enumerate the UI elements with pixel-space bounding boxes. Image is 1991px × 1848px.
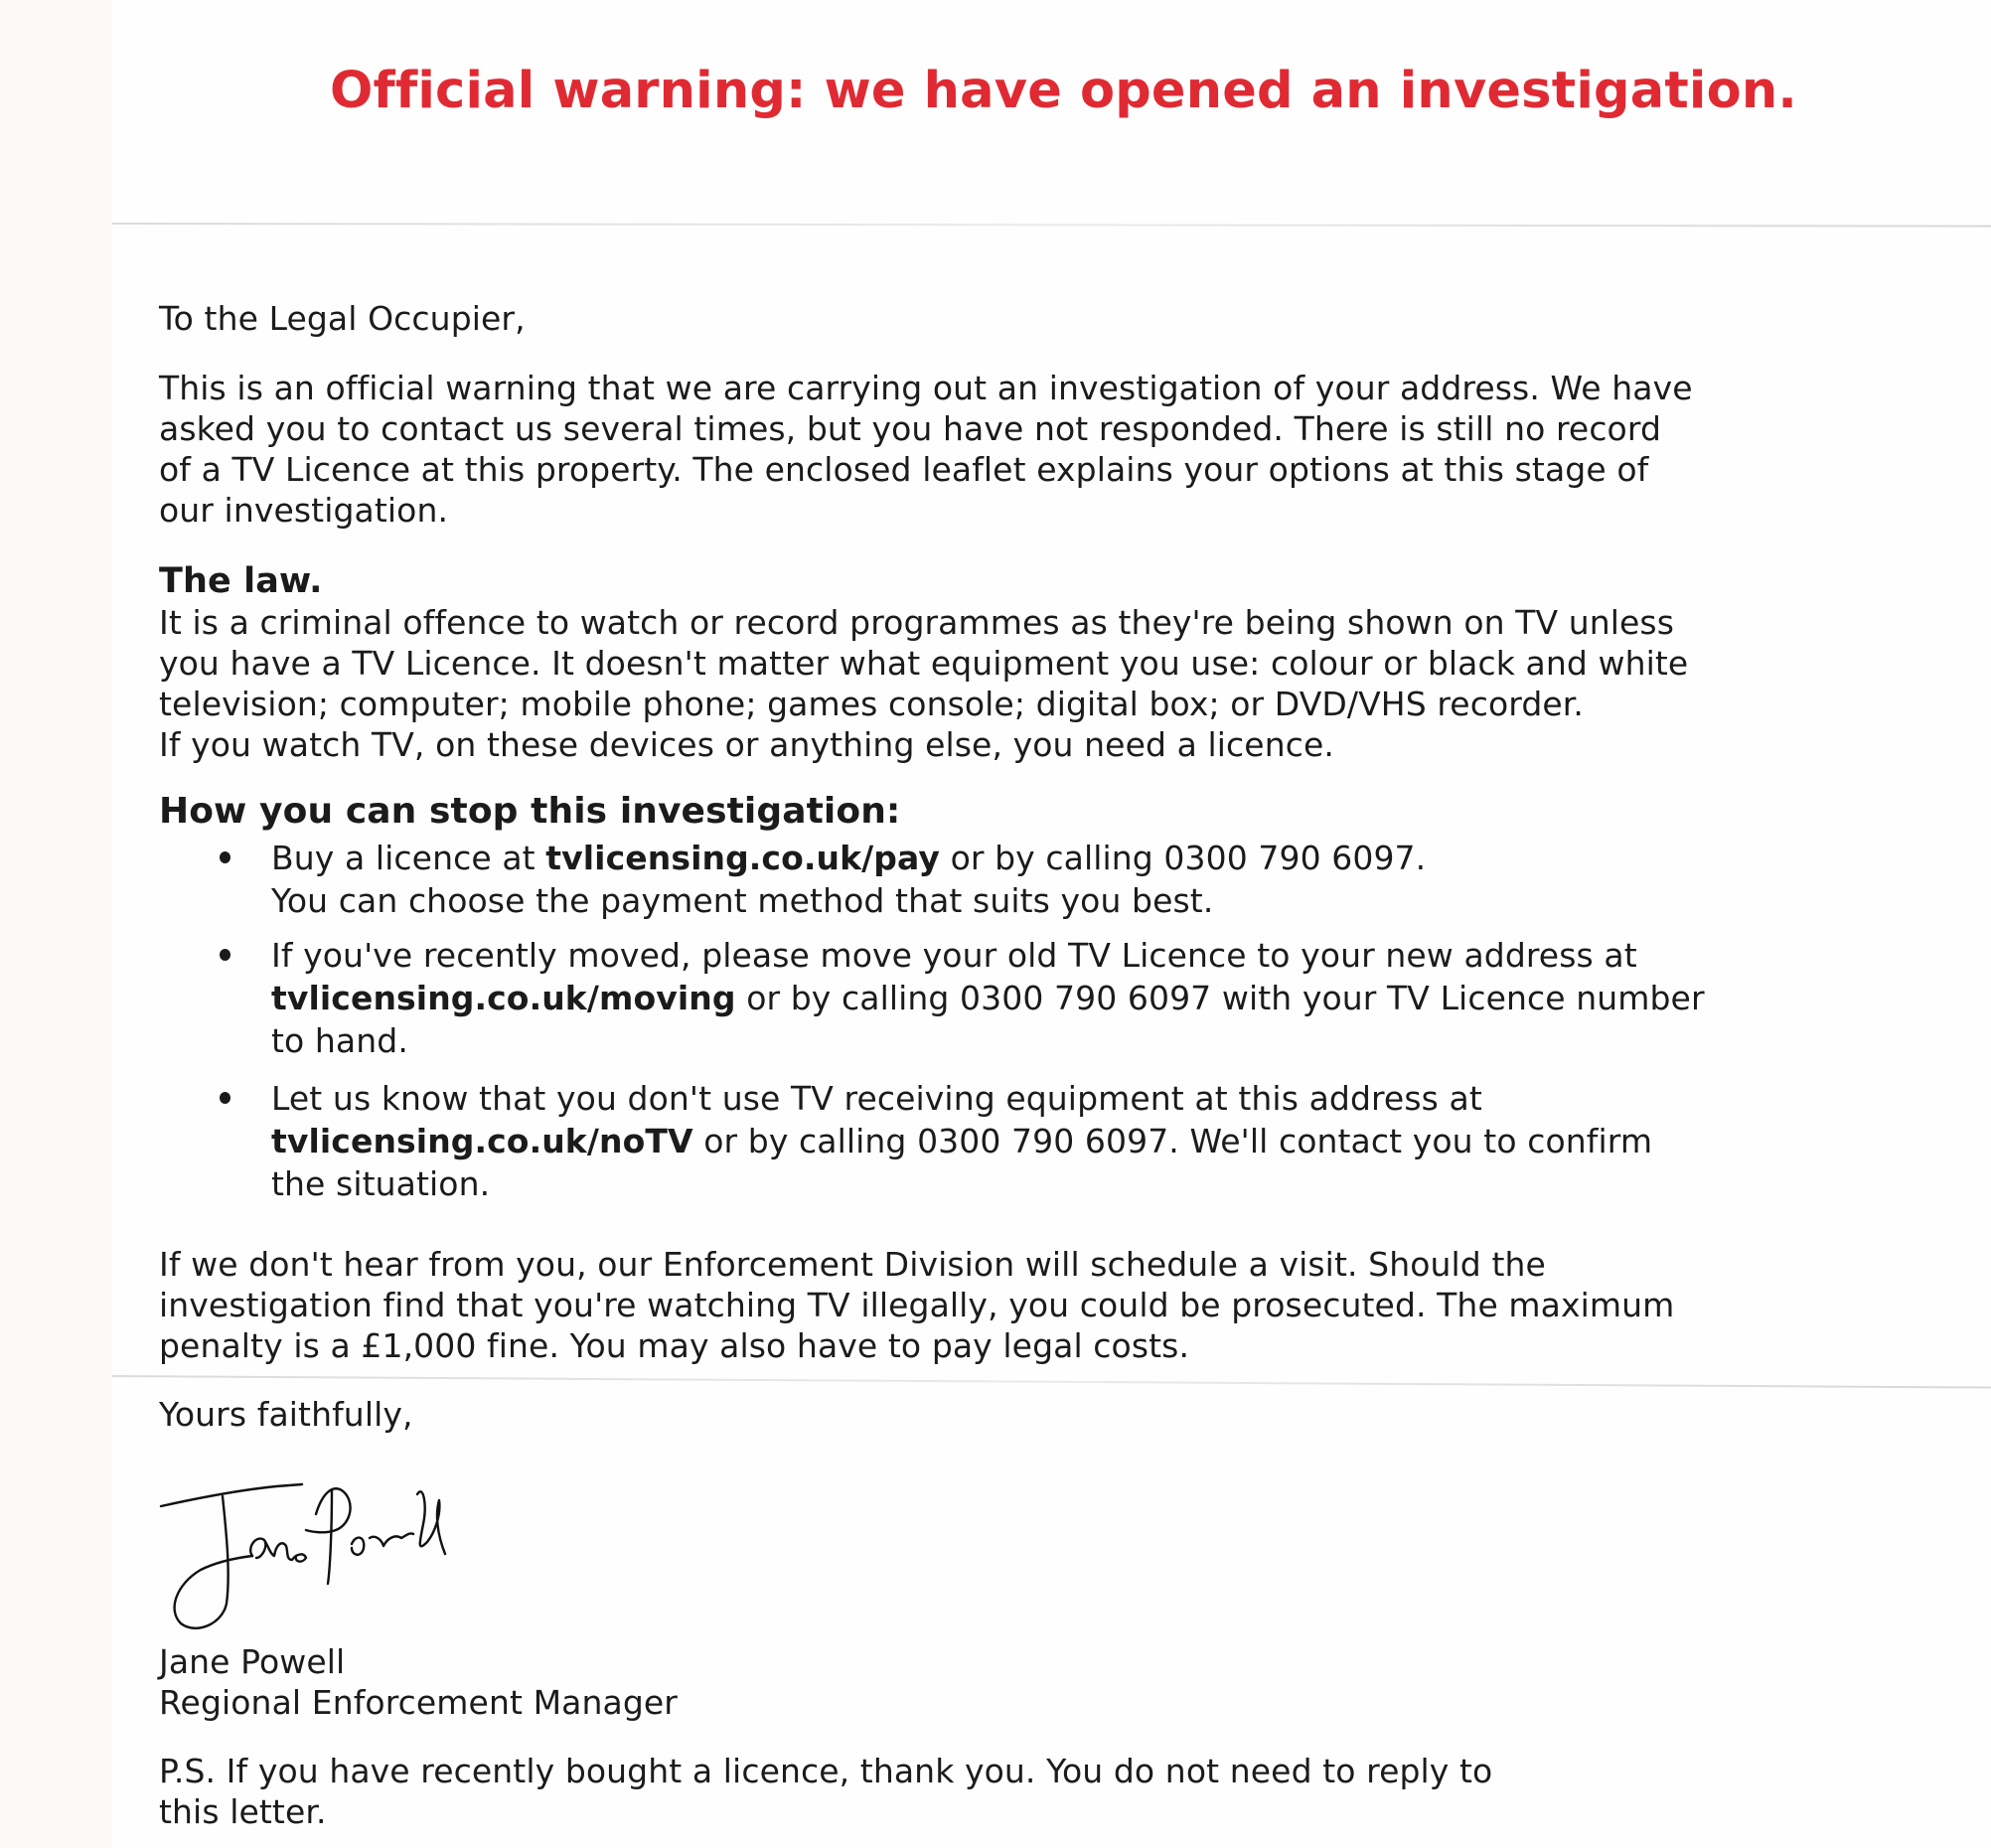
signatory-role: Regional Enforcement Manager xyxy=(159,1683,678,1722)
salutation-text: To the Legal Occupier, xyxy=(159,299,526,338)
item-text: Buy a licence at xyxy=(271,839,546,877)
law-line: It is a criminal offence to watch or record programmes as they're being shown on TV unless xyxy=(159,603,1675,642)
consequence-line: penalty is a £1,000 fine. You may also have to pay legal costs. xyxy=(159,1326,1190,1365)
law-line: television; computer; mobile phone; games console; digital box; or DVD/VHS recorder. xyxy=(159,685,1585,723)
item-text: Let us know that you don't use TV receiving equipment at this address at xyxy=(271,1079,1482,1118)
stop-section xyxy=(159,791,1868,1205)
stop-heading: How you can stop this investigation: xyxy=(159,791,901,832)
closing xyxy=(159,1394,1868,1435)
intro-line: asked you to contact us several times, but you have not responded. There is still no record xyxy=(159,409,1661,448)
intro-line: of a TV Licence at this property. The enclosed leaflet explains your options at this stage of xyxy=(159,450,1649,489)
signatory-name: Jane Powell xyxy=(159,1642,346,1681)
closing-text: Yours faithfully, xyxy=(159,1395,413,1434)
intro-line: This is an official warning that we are carrying out an investigation of your address. We have xyxy=(159,369,1693,407)
law-line: If you watch TV, on these devices or anything else, you need a licence. xyxy=(159,725,1334,764)
item-text: If you've recently moved, please move your old TV Licence to your new address at xyxy=(271,936,1637,975)
signature-image xyxy=(157,1474,574,1633)
signature-stroke xyxy=(306,1488,351,1584)
stop-options-list xyxy=(159,837,1868,1205)
list-item xyxy=(159,1077,1868,1205)
signature-stroke xyxy=(175,1496,252,1628)
signature-stroke xyxy=(417,1491,445,1554)
item-text: or by calling 0300 790 6097. We'll contact you to confirm xyxy=(692,1122,1653,1160)
bullet-icon xyxy=(220,949,230,961)
signature-stroke xyxy=(352,1533,413,1554)
intro-line: our investigation. xyxy=(159,491,449,530)
link-notv[interactable]: tvlicensing.co.uk/noTV xyxy=(271,1122,693,1160)
salutation xyxy=(159,298,1868,339)
item-text: the situation. xyxy=(271,1164,491,1203)
consequence-line: If we don't hear from you, our Enforcement Division will schedule a visit. Should the xyxy=(159,1245,1546,1284)
law-section xyxy=(159,560,1868,765)
law-heading: The law. xyxy=(159,561,323,601)
ps-line: this letter. xyxy=(159,1792,327,1831)
bullet-icon xyxy=(220,851,230,863)
link-moving[interactable]: tvlicensing.co.uk/moving xyxy=(271,979,736,1017)
item-text: or by calling 0300 790 6097 with your TV Licence number xyxy=(735,979,1705,1017)
signature-stroke xyxy=(161,1484,302,1506)
law-line: you have a TV Licence. It doesn't matter what equipment you use: colour or black and white xyxy=(159,644,1689,683)
item-text: to hand. xyxy=(271,1021,408,1060)
item-text: You can choose the payment method that suits you best. xyxy=(271,881,1214,920)
letter-title: Official warning: we have opened an investigation. xyxy=(330,62,1797,120)
item-text: or by calling 0300 790 6097. xyxy=(939,839,1427,877)
list-item xyxy=(159,837,1868,922)
consequence-paragraph xyxy=(159,1244,1868,1366)
ps-line: P.S. If you have recently bought a licence, thank you. You do not need to reply to xyxy=(159,1752,1493,1790)
consequence-line: investigation find that you're watching TV illegally, you could be prosecuted. The maximum xyxy=(159,1286,1675,1324)
link-pay[interactable]: tvlicensing.co.uk/pay xyxy=(545,839,940,877)
postscript xyxy=(159,1751,1868,1832)
intro-paragraph xyxy=(159,368,1868,531)
signatory xyxy=(159,1641,1868,1723)
scan-margin xyxy=(0,0,112,1848)
list-item xyxy=(159,934,1868,1062)
bullet-icon xyxy=(220,1092,230,1104)
signature-stroke xyxy=(250,1539,306,1562)
